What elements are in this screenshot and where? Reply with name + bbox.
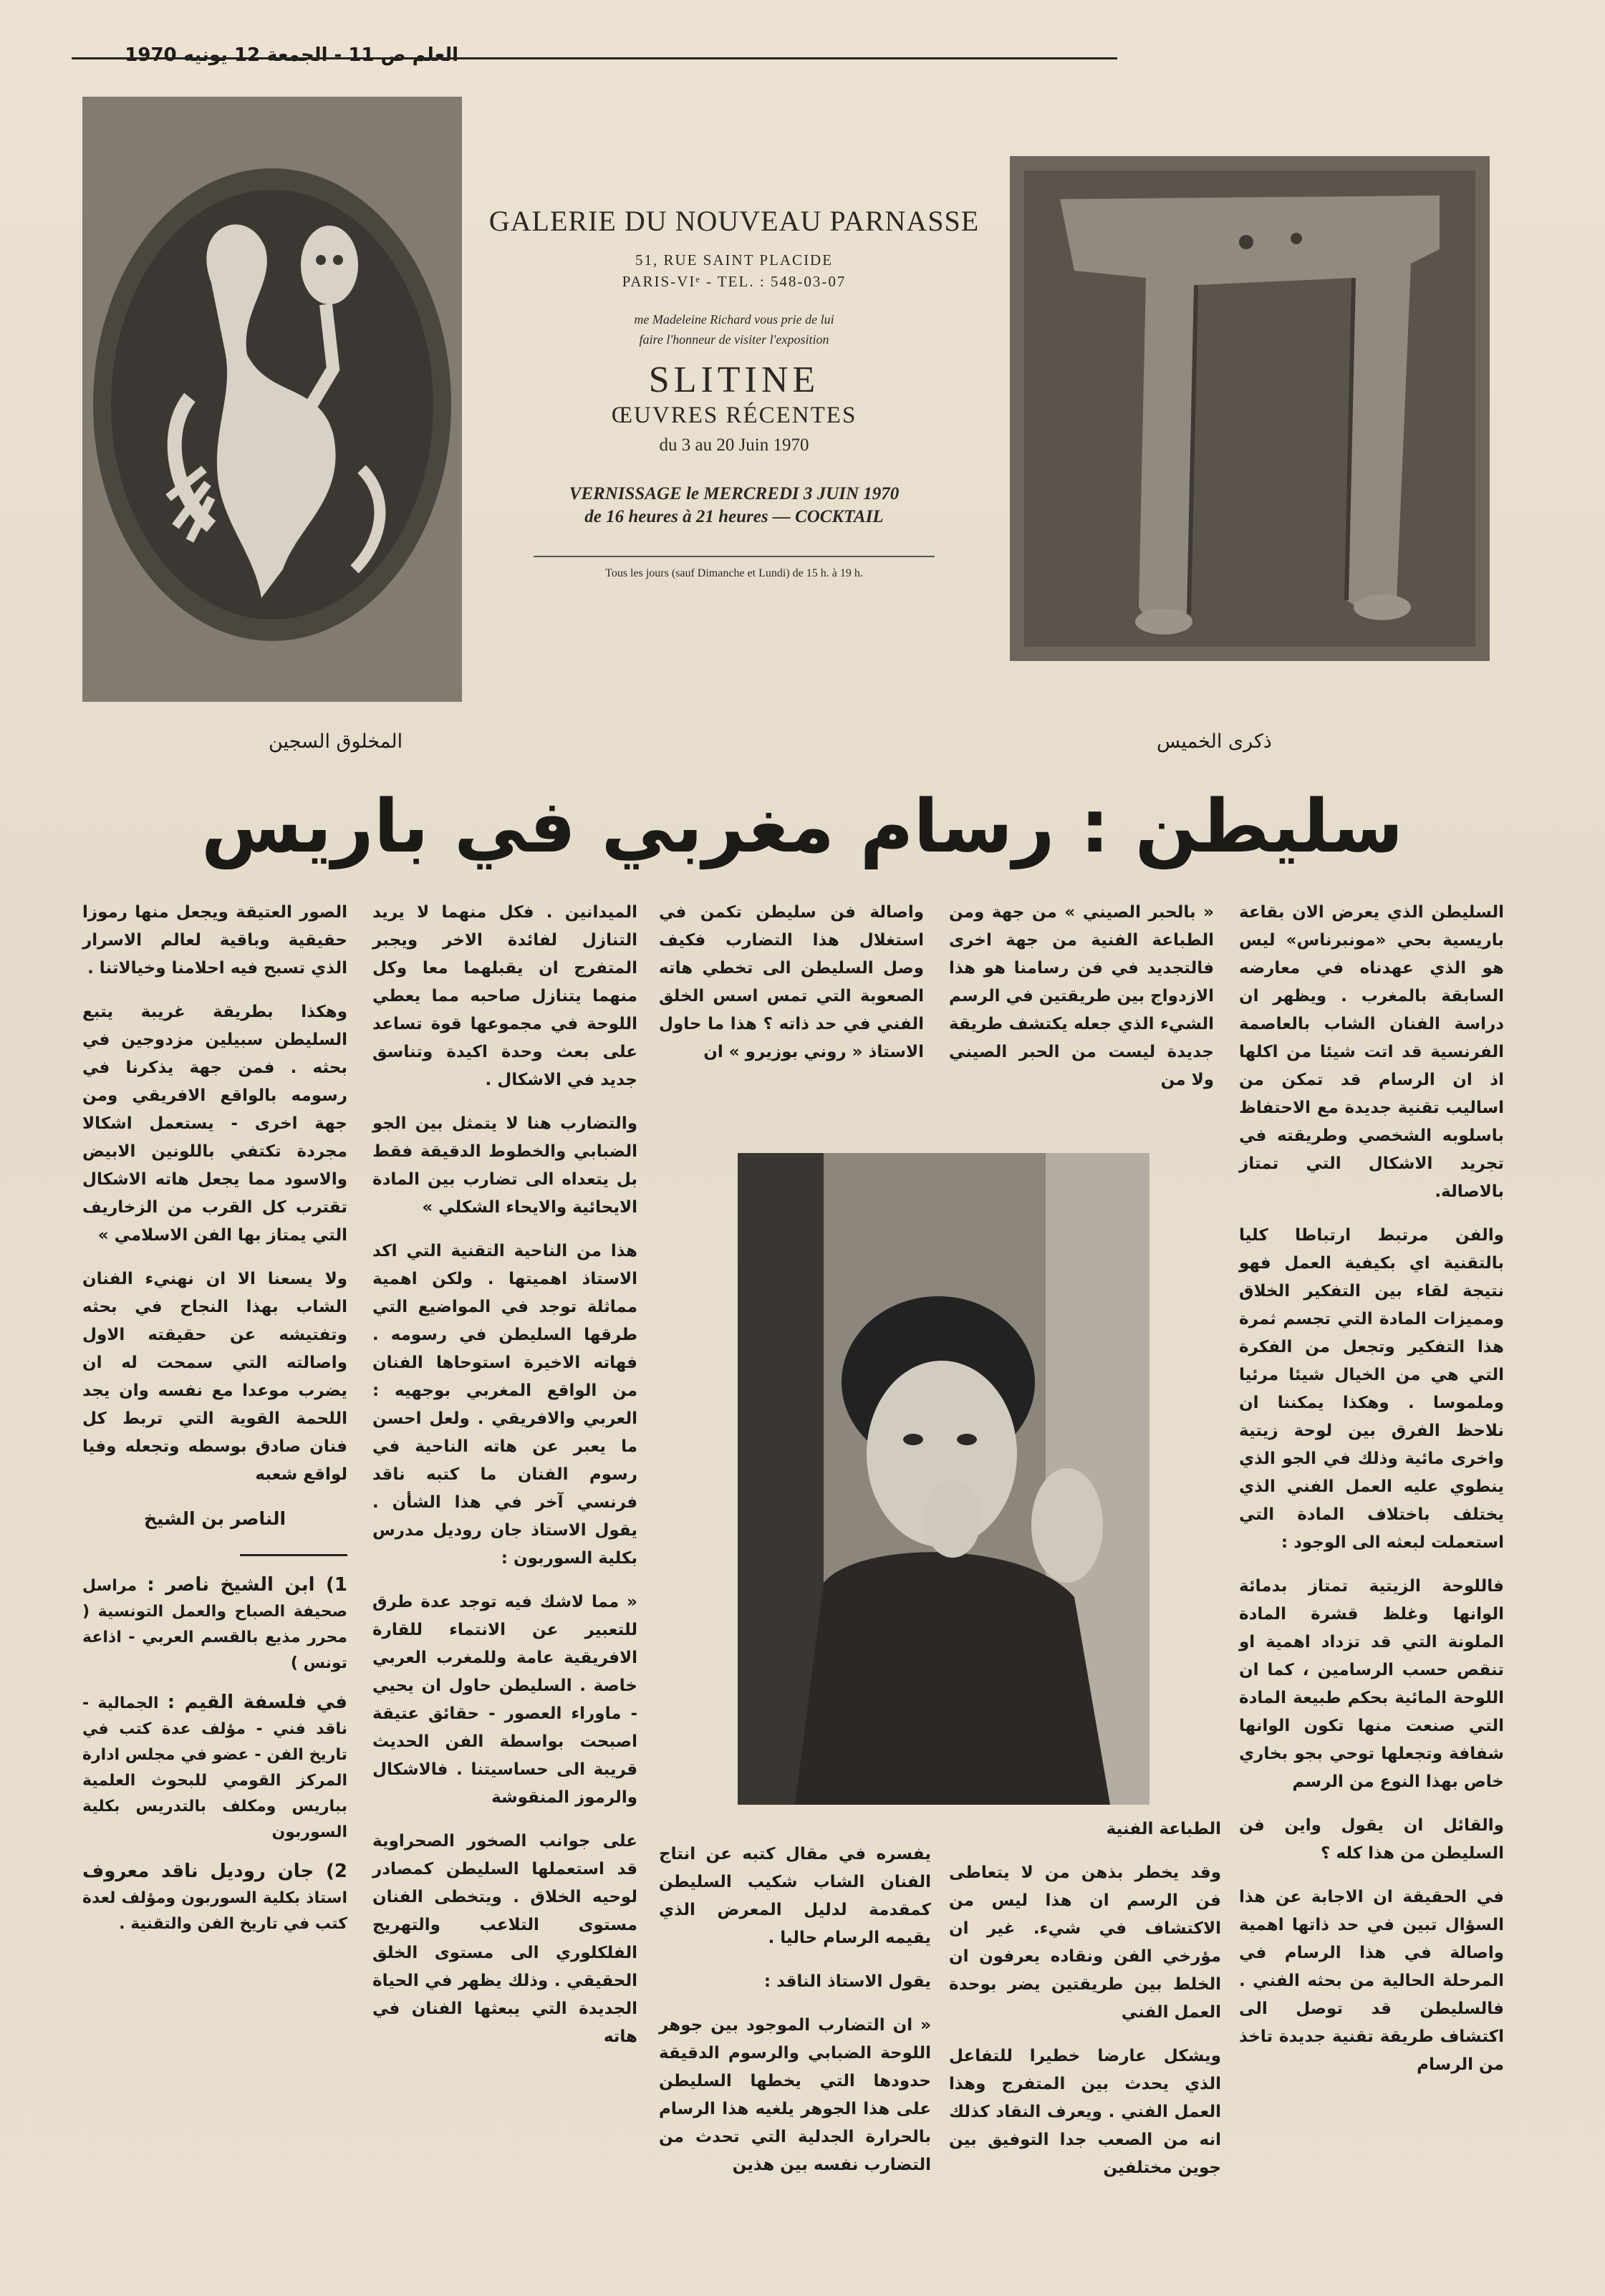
masthead [72,44,1504,73]
section-subhead: الطباعة الفنية [1106,1820,1221,1838]
gallery-name: GALERIE DU NOUVEAU PARNASSE [488,205,980,237]
invitation-note-line1: me Madeleine Richard vous prie de lui [634,312,834,327]
article-column-3 [659,899,924,1082]
gallery-address-street: 51, RUE SAINT PLACIDE [635,251,834,269]
caption-left-artwork: المخلوق السجين [269,730,403,753]
paragraph: على جوانب الصخور الصحراوية قد استعملها السليطن كمصادر لوحيه الخلاق . ويتخطى الفنان مستوى التلاعب والتهريج الفلكلوري الى مستوى الخلق الحقيقي . وذلك يظهر في الحياة الجديدة التي يبعثها الفنان في هاته [372,1832,637,2046]
article-headline: سليطن : رسام مغربي في باريس [201,784,1404,869]
gallery-address-city: PARIS-VIᵉ - TEL. : 548-03-07 [622,273,847,290]
exhibition-dates: du 3 au 20 Juin 1970 [659,435,809,455]
article-column-2-lower [949,1815,1221,2198]
footnote-text: الجمالية - ناقد فني - مؤلف عدة كتب في تاريخ الفن - عضو في مجلس ادارة المركز القومي للبحوث العلمية بباريس ومكلف بالتدريس بكلية السوربون [82,1694,347,1841]
paragraph: ولا يسعنا الا ان نهنيء الفنان الشاب بهذا النجاح في بحثه وتفتيشه عن حقيقته الاول واصالته التي سمحت له ان يضرب موعدا مع نفسه وان يجد اللحمة القوية التي تربط كل فنان صادق بوسطه وتجعله وفيا لواقع شعبه [82,1270,347,1484]
vernissage-hours: de 16 heures à 21 heures — COCKTAIL [584,507,884,526]
paragraph: في الحقيقة ان الاجابة عن هذا السؤال تبين في حد ذاتها اهمية واصالة في هذا الرسام في المرحلة الحالية من بحثه الفني . فالسليطن قد توصل الى اكتشاف طريقة تقنية جديدة تاخذ من الرسام [1239,1888,1504,2074]
paragraph: فاللوحة الزيتية تمتاز بدمائة الوانها وغلظ قشرة المادة الملونة التي قد تزداد اهمية او تنقص حسب الرسامين ، كما ان اللوحة المائية بحكم طبيعة المادة التي صنعت منها تكون الوانها شفافة وتجعلها توحي بجو بخاري خاص بهذا النوع من الرسم [1239,1577,1504,1791]
paragraph: يقول الاستاذ الناقد : [763,1972,931,1991]
footnote [82,1858,347,1937]
paragraph: والتضارب هنا لا يتمثل بين الجو الضبابي والخطوط الدقيقة فقط بل يتعداه الى تضارب بين المادة الايحائية والايحاء الشكلي » [372,1114,637,1217]
masthead-dateline: العلم ص 11 - الجمعة 12 يونيه 1970 [125,44,458,66]
paragraph: الميدانين . فكل منهما لا يريد التنازل لفائدة الاخر ويجبر المتفرج ان يقبلهما معا وكل منهما يتنازل صاحبه مما يعطي اللوحة في مجموعها قوة تساعد على بعث وحدة اكيدة وتناسق جديد في الاشكال . [372,903,637,1089]
gallery-invitation [458,204,1010,580]
paragraph: يفسره في مقال كتبه عن انتاج الفنان الشاب شكيب السليطن كمقدمة لدليل المعرض الذي يقيمه الرسام حاليا . [659,1845,931,1947]
article-author: الناصر بن الشيخ [143,1508,286,1529]
paragraph: وهكذا بطريقة غريبة يتبع السليطن سبيلين مزدوجين في بحثه . فمن جهة يذكرنا في رسومه بالواقع الافريقي ومن جهة اخرى - يستعمل اشكالا مجردة تكتفي باللونين الابيض والاسود مما يجعل هاته الاشكال تقترب كل القرب من الزخاريف التي يمتاز بها الفن الاسلامي » [82,1003,347,1245]
paragraph: والقائل ان يقول واين فن السليطن من هذا كله ؟ [1239,1816,1504,1863]
invitation-divider [534,556,935,557]
footnote-lead: 1) ابن الشيخ ناصر : [147,1574,347,1596]
paragraph: وقد يخطر بذهن من لا يتعاطى فن الرسم ان هذا ليس من الاكتشاف في شيء. غير ان مؤرخي الفن ونقاده يعرفون ان الخلط بين طريقتين يضر بوحدة العمل الفني [949,1863,1221,2022]
artist-portrait-photo [738,1153,1149,1805]
footnote [82,1572,347,1677]
footnote [82,1689,347,1846]
article-column-1 [1239,899,1504,2095]
paragraph: ويشكل عارضا خطيرا للتفاعل الذي يحدث بين المتفرج وهذا العمل الفني . ويعرف النقاد كذلك انه من الصعب جدا التوفيق بين جوين مختلفين [949,2047,1221,2177]
paragraph: « ان التضارب الموجود بين جوهر اللوحة الضبابي والرسوم الدقيقة حدودها التي يخطها السليطن على هذا الجوهر يلغيه هذا الرسام بالحرارة الجدلية التي تحدث من التضارب نفسه بين هذين [659,2016,931,2174]
paragraph: واصالة فن سليطن تكمن في استغلال هذا التضارب فكيف وصل السليطن الى تخطي هاته الصعوبة التي تمس اسس الخلق الفني في حد ذاته ؟ هذا ما حاول الاستاذ « روني بوزيرو » ان [659,903,924,1061]
footnote-text: مراسل صحيفة الصباح والعمل التونسية ( محرر مذيع بالقسم العربي - اذاعة تونس ) [82,1577,347,1672]
exhibition-artist: SLITINE [648,360,820,400]
paragraph: الصور العتيقة ويجعل منها رموزا حقيقية وباقية لعالم الاسرار الذي تسبح فيه احلامنا وخيالاتنا . [82,903,347,978]
exhibition-works: ŒUVRES RÉCENTES [611,402,857,428]
article-column-5 [82,899,347,1937]
footnote-text: استاذ بكلية السوربون ومؤلف لعدة كتب في تاريخ الفن والتقنية . [82,1889,347,1933]
masthead-rule [72,57,1117,59]
footnote-lead: في فلسفة القيم : [167,1692,347,1713]
artwork-imprisoned-creature [82,97,462,702]
paragraph: « بالحبر الصيني » من جهة ومن الطباعة الفنية من جهة اخرى فالتجديد في فن رسامنا هو هذا الازدواج بين طريقتين في الرسم الشيء الذي جعله يكتشف طريقة جديدة ليست من الحبر الصيني ولا من [948,903,1214,1089]
footnote-lead: 2) جان روديل ناقد معروف [82,1861,347,1882]
invitation-note-line2: faire l'honneur de visiter l'exposition [639,332,829,347]
paragraph: والفن مرتبط ارتباطا كليا بالتقنية اي بكيفية العمل فهو نتيجة لقاء بين التفكير الخلاق ومميزات المادة التي تجسم ثمرة هذا التفكير وتجعل من الفكرة التي هي من الخيال شيئا مرئيا وملموسا . وهكذا يمكننا ان نلاحظ الفرق بين لوحة زيتية واخرى مائية وذلك في الجو الذي ينطوي عليه العمل الفني الذي يختلف باختلاف المادة التي استعملت لبعثه الى الوجود : [1239,1226,1504,1552]
paragraph: « مما لاشك فيه توجد عدة طرق للتعبير عن الانتماء للقارة الافريقية عامة وللمغرب العربي خاصة . السليطن حاول ان يحيي - ماوراء العصور - حقائق عتيقة اصبحت بواسطة الفن الحديث قريبة الى حساسيتنا . فالاشكال والرموز المنقوشة [372,1593,637,1807]
article-column-4 [372,899,637,2067]
gallery-opening-hours: Tous les jours (sauf Dimanche et Lundi) de 15 h. à 19 h. [605,567,863,579]
caption-right-artwork: ذكرى الخميس [1157,730,1272,753]
paragraph: السليطن الذي يعرض الان بقاعة باريسية بحي «مونبرناس» ليس هو الذي عهدناه في معارضه السابقة بالمغرب . ويظهر ان دراسة الفنان الشاب بالعاصمة الفرنسية قد اتت شيئا من اكلها اذ ان الرسام قد تمكن من اساليب تقنية جديدة مع الاحتفاظ باسلوبه الشخصي وطريقته في تجريد الاشكال التي تمتاز بالاصالة. [1239,903,1504,1201]
artwork-thursday-memory [1010,156,1490,661]
footnote-rule [240,1554,347,1556]
paragraph: هذا من الناحية التقنية التي اكد الاستاذ اهميتها . ولكن اهمية مماثلة توجد في المواضيع التي طرقها السليطن في رسومه . فهاته الاخيرة استوحاها الفنان من الواقع المغربي بوجهيه : العربي والافريقي . ولعل احسن ما يعبر عن هاته الناحية في رسوم الفنان ما كتبه ناقد فرنسي آخر في هذا الشأن . يقول الاستاذ جان روديل مدرس بكلية السوربون : [372,1242,637,1568]
article-column-3-lower [659,1841,931,2195]
vernissage-date: VERNISSAGE le MERCREDI 3 JUIN 1970 [569,484,900,503]
article-column-2 [949,899,1214,1110]
